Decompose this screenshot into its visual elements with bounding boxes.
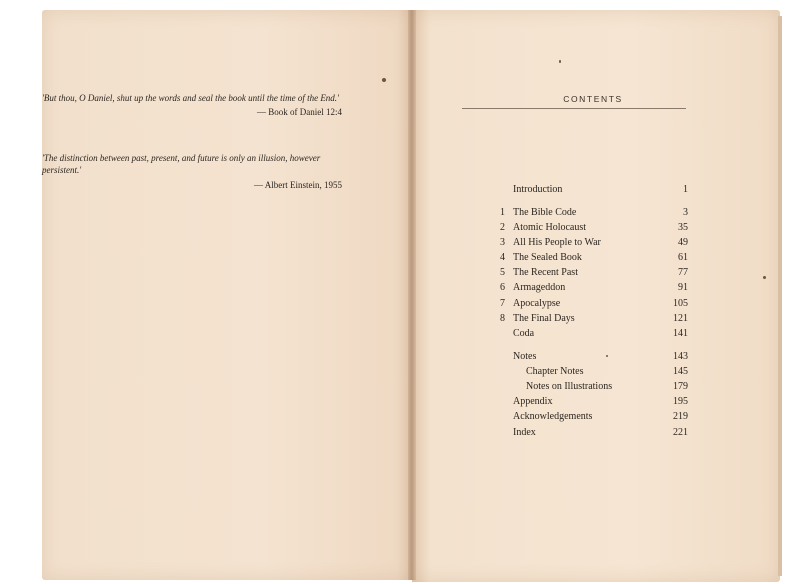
toc-page-number: 105 [673, 298, 688, 309]
toc-chapter-number: 5 [500, 267, 505, 278]
toc-entry [500, 206, 688, 220]
toc-page-number: 49 [678, 237, 688, 248]
toc-entry [500, 281, 688, 295]
toc-page-number: 219 [673, 411, 688, 422]
paper-speck [559, 60, 561, 63]
page-edge [778, 16, 782, 576]
toc-entry-title: Notes on Illustrations [526, 381, 613, 392]
toc-entry [500, 266, 688, 280]
epigraph-attribution: — Book of Daniel 12:4 [257, 107, 342, 117]
toc-entry [500, 350, 688, 364]
toc-entry-title: Chapter Notes [526, 366, 584, 377]
epigraph-daniel [42, 92, 342, 118]
epigraph-quote: 'But thou, O Daniel, shut up the words and seal the book until the time of the End.' [42, 93, 339, 103]
toc-entry [500, 312, 688, 326]
toc-entry-title: Introduction [513, 184, 563, 195]
toc-entry-title: Atomic Holocaust [513, 222, 587, 233]
contents-heading: CONTENTS [563, 94, 623, 104]
toc-chapter-number: 1 [500, 207, 505, 218]
toc-entry [500, 327, 688, 341]
toc-page-number: 121 [673, 313, 688, 324]
toc-page-number: 61 [678, 252, 688, 263]
toc-page-number: 77 [678, 267, 688, 278]
contents-rule [462, 108, 686, 109]
toc-entry-title: Armageddon [513, 282, 566, 293]
toc-page-number: 91 [678, 282, 688, 293]
toc-entry-title: Notes [513, 351, 537, 362]
toc-entry-title: Apocalypse [513, 298, 561, 309]
toc-entry-title: The Final Days [513, 313, 575, 324]
toc-entry [500, 236, 688, 250]
toc-entry [500, 183, 688, 197]
toc-entry-title: Appendix [513, 396, 553, 407]
paper-speck [763, 276, 766, 279]
toc-chapter-number: 7 [500, 298, 505, 309]
toc-entry [500, 380, 688, 394]
toc-chapter-number: 4 [500, 252, 505, 263]
toc-entry [500, 221, 688, 235]
epigraph-quote: 'The distinction between past, present, and future is only an illusion, however persistent.' [42, 153, 321, 175]
toc-chapter-number: 8 [500, 313, 505, 324]
toc-entry-title: Index [513, 427, 536, 438]
toc-entry-title: All His People to War [513, 237, 601, 248]
epigraph-einstein [42, 152, 342, 191]
toc-page-number: 145 [673, 366, 688, 377]
toc-page-number: 1 [683, 184, 688, 195]
toc-entry [500, 410, 688, 424]
toc-page-number: 35 [678, 222, 688, 233]
toc-page-number: 221 [673, 427, 688, 438]
toc-entry-title: Coda [513, 328, 535, 339]
paper-speck [382, 78, 386, 82]
toc-chapter-number: 3 [500, 237, 505, 248]
toc-entry [500, 297, 688, 311]
toc-page-number: 195 [673, 396, 688, 407]
toc-entry-title: The Bible Code [513, 207, 577, 218]
book-gutter [408, 10, 416, 580]
toc-page-number: 141 [673, 328, 688, 339]
toc-chapter-number: 6 [500, 282, 505, 293]
toc-entry-title: The Sealed Book [513, 252, 582, 263]
toc-entry [500, 426, 688, 440]
toc-entry-title: Acknowledgements [513, 411, 593, 422]
toc-entry [500, 251, 688, 265]
epigraph-attribution: — Albert Einstein, 1955 [254, 180, 342, 190]
toc-page-number: 3 [683, 207, 688, 218]
toc-chapter-number: 2 [500, 222, 505, 233]
paper-speck [606, 355, 608, 357]
toc-entry-title: The Recent Past [513, 267, 578, 278]
toc-page-number: 143 [673, 351, 688, 362]
toc-page-number: 179 [673, 381, 688, 392]
toc-entry [500, 365, 688, 379]
toc-entry [500, 395, 688, 409]
